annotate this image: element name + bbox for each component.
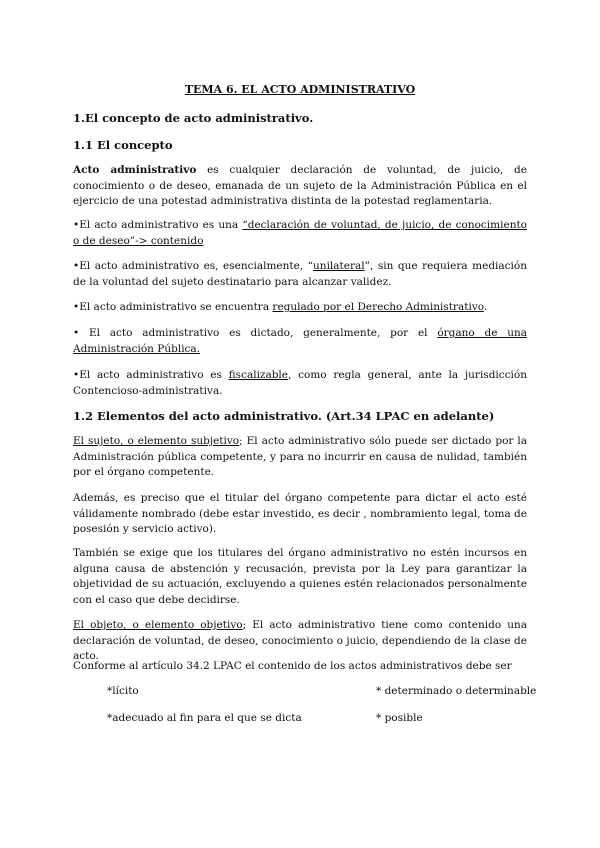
bullet-underlined: “declaración de voluntad, de juicio, de conocimiento o de deseo”-> contenido xyxy=(73,219,527,247)
bullet-text: •El acto administrativo es, esencialmente, “ xyxy=(73,260,314,272)
page-title: TEMA 6. EL ACTO ADMINISTRATIVO xyxy=(184,83,416,96)
bullet-text-end: ”, sin que requiera mediación de la voluntad del sujeto destinatario para alcanzar validez. xyxy=(73,260,527,288)
section-heading-1: 1.El concepto de acto administrativo. xyxy=(73,111,314,125)
bullet-text: • El acto administrativo es dictado, generalmente, por el xyxy=(73,327,438,339)
bullet-regulado xyxy=(73,300,527,316)
bullet-text: •El acto administrativo es una xyxy=(73,219,243,231)
paragraph-sujeto xyxy=(73,434,527,481)
definition-paragraph xyxy=(73,163,527,210)
paragraph-text: ; El acto administrativo sólo puede ser dictado por la Administración pública competente, y para no incurrir en causa de nulidad, también por el órgano competente. xyxy=(73,435,527,478)
definition-text: es cualquier declaración de voluntad, de juicio, de conocimiento o de deseo, emanada de un sujeto de la Administración Pública en el ejercicio de una potestad administrativa distinta de la potestad reglamentaria. xyxy=(73,164,527,207)
list-item-determinado: * determinado o determinable xyxy=(376,685,537,697)
bullet-declaracion xyxy=(73,218,527,249)
bullet-text: •El acto administrativo es xyxy=(73,369,229,381)
paragraph-underlined: El objeto, o elemento objetivo xyxy=(73,619,243,631)
list-item-licito: *lícito xyxy=(107,685,139,697)
bullet-unilateral xyxy=(73,259,527,290)
paragraph-conforme: Conforme al artículo 34.2 LPAC el contenido de los actos administrativos debe ser xyxy=(73,660,512,672)
bullet-underlined: fiscalizable xyxy=(228,369,289,381)
definition-term: Acto administrativo xyxy=(73,164,197,176)
paragraph-text: ; El acto administrativo tiene como contenido una declaración de voluntad, de deseo, conocimiento o juicio, dependiendo de la clase de acto. xyxy=(73,619,527,662)
subsection-heading-1-1: 1.1 El concepto xyxy=(73,138,173,152)
bullet-text: •El acto administrativo se encuentra xyxy=(73,301,273,313)
paragraph-abstencion: También se exige que los titulares del órgano administrativo no estén incursos en alguna causa de abstención y recusación, prevista por la Ley para garantizar la objetividad de su actuación, excluyendo a quienes estén relacionados personalmente con el caso que debe decidirse. xyxy=(73,547,527,606)
bullet-text-end: , como regla general, ante la jurisdicción Contencioso-administrativa. xyxy=(73,369,527,397)
paragraph-underlined: El sujeto, o elemento subjetivo xyxy=(73,435,240,447)
bullet-underlined: unilateral xyxy=(313,260,365,272)
paragraph-objeto xyxy=(73,618,527,665)
bullet-fiscalizable xyxy=(73,368,527,399)
bullet-organo xyxy=(73,326,527,357)
bullet-underlined: órgano de una Administración Pública. xyxy=(73,327,527,355)
bullet-underlined: regulado por el Derecho Administrativo xyxy=(272,301,484,313)
list-item-adecuado: *adecuado al fin para el que se dicta xyxy=(107,712,302,724)
bullet-text-end: . xyxy=(483,301,488,313)
subsection-heading-1-2: 1.2 Elementos del acto administrativo. (Art.34 LPAC en adelante) xyxy=(73,409,495,423)
list-item-posible: * posible xyxy=(376,712,423,724)
paragraph-titular: Además, es preciso que el titular del órgano competente para dictar el acto esté válidamente nombrado (debe estar investido, es decir , nombramiento legal, toma de posesión y servicio activo). xyxy=(73,492,527,535)
